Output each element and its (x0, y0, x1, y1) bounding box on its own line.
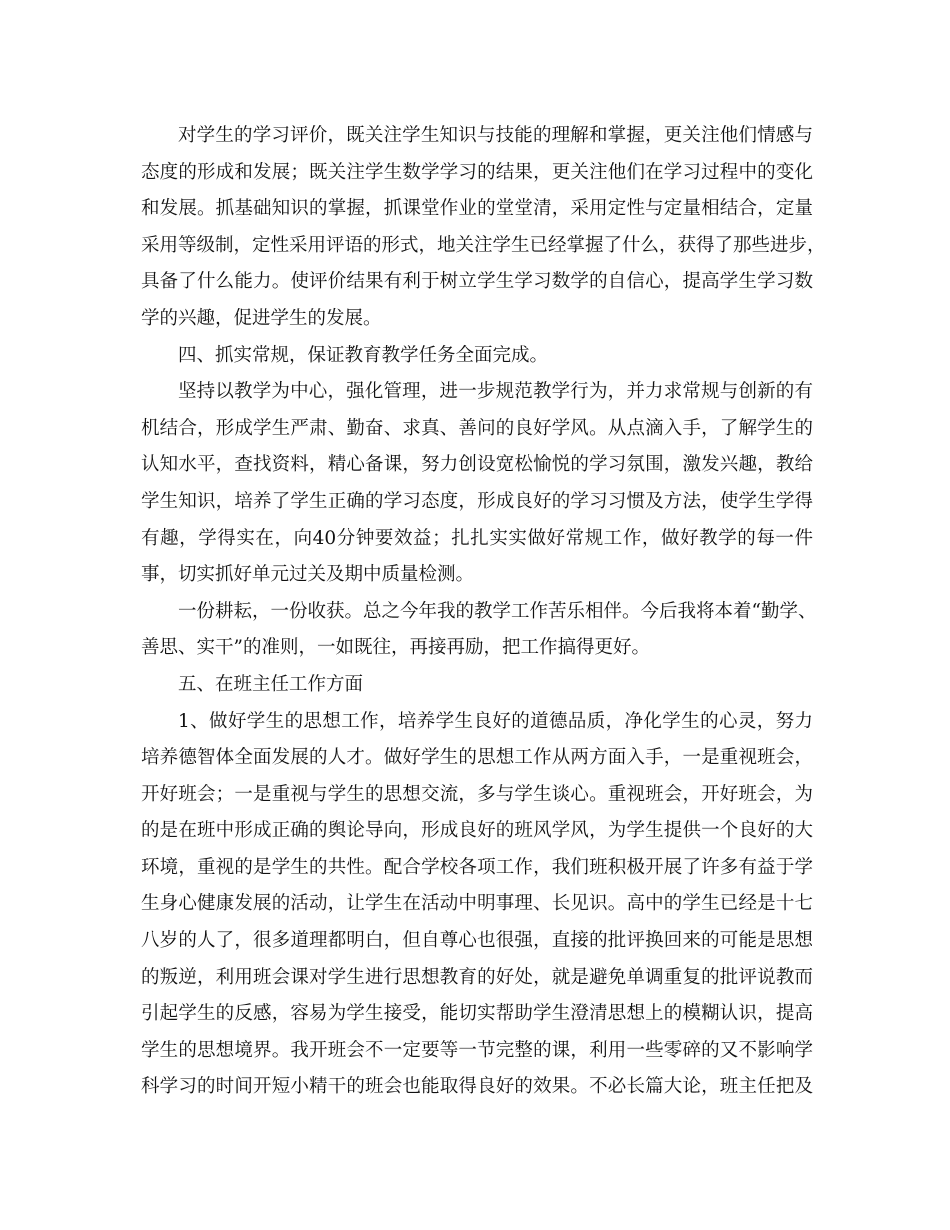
text-line: 开好班会；一是重视与学生的思想交流，多与学生谈心。重视班会，开好班会，为 (141, 783, 813, 805)
text-line: 生身心健康发展的活动，让学生在活动中明事理、长见识。高中的学生已经是十七 (141, 893, 813, 915)
text-line: 对学生的学习评价，既关注学生知识与技能的理解和掌握，更关注他们情感与 (178, 125, 813, 146)
text-line: 有趣，学得实在，向40分钟要效益；扎扎实实做好常规工作，做好教学的每一件 (141, 527, 813, 549)
text-line: 的是在班中形成正确的舆论导向，形成良好的班风学风，为学生提供一个良好的大 (141, 820, 813, 842)
section-heading: 四、抓实常规，保证教育教学任务全面完成。 (178, 344, 549, 366)
text-line: 一份耕耘，一份收获。总之今年我的教学工作苦乐相伴。今后我将本着“勤学、 (178, 600, 817, 622)
text-line: 善思、实干”的准则，一如既往，再接再励，把工作搞得更好。 (141, 637, 650, 659)
section-heading: 五、在班主任工作方面 (178, 673, 364, 695)
text-line: 事，切实抓好单元过关及期中质量检测。 (141, 564, 475, 586)
text-line: 采用等级制，定性采用评语的形式，地关注学生已经掌握了什么，获得了那些进步， (141, 234, 826, 256)
text-line: 学的兴趣，促进学生的发展。 (141, 307, 382, 329)
text-line: 机结合，形成学生严肃、勤奋、求真、善问的良好学风。从点滴入手，了解学生的 (141, 417, 813, 439)
text-line: 引起学生的反感，容易为学生接受，能切实帮助学生澄清思想上的模糊认识，提高 (141, 1003, 813, 1025)
text-line: 认知水平，查找资料，精心备课，努力创设宽松愉悦的学习氛围，激发兴趣，教给 (141, 454, 813, 476)
text-line: 坚持以教学为中心，强化管理，进一步规范教学行为，并力求常规与创新的有 (178, 381, 813, 403)
text-line: 具备了什么能力。使评价结果有利于树立学生学习数学的自信心，提高学生学习数 (141, 271, 813, 293)
text-line: 培养德智体全面发展的人才。做好学生的思想工作从两方面入手，一是重视班会， (141, 747, 813, 769)
text-line: 学生知识，培养了学生正确的学习态度，形成良好的学习习惯及方法，使学生学得 (141, 490, 813, 512)
text-line: 学生的思想境界。我开班会不一定要等一节完整的课，利用一些零碎的又不影响学 (141, 1039, 813, 1061)
text-line: 1、做好学生的思想工作，培养学生良好的道德品质，净化学生的心灵，努力 (178, 710, 813, 732)
text-line: 环境，重视的是学生的共性。配合学校各项工作，我们班积极开展了许多有益于学 (141, 856, 813, 878)
text-line: 的叛逆，利用班会课对学生进行思想教育的好处，就是避免单调重复的批评说教而 (141, 966, 813, 988)
text-line: 科学习的时间开短小精干的班会也能取得良好的效果。不必长篇大论，班主任把及 (141, 1076, 813, 1098)
text-line: 和发展。抓基础知识的掌握，抓课堂作业的堂堂清，采用定性与定量相结合，定量 (141, 198, 813, 220)
document-body (141, 118, 826, 1106)
text-line: 态度的形成和发展；既关注学生数学学习的结果，更关注他们在学习过程中的变化 (141, 161, 813, 183)
text-line: 八岁的人了，很多道理都明白，但自尊心也很强，直接的批评换回来的可能是思想 (141, 930, 813, 952)
